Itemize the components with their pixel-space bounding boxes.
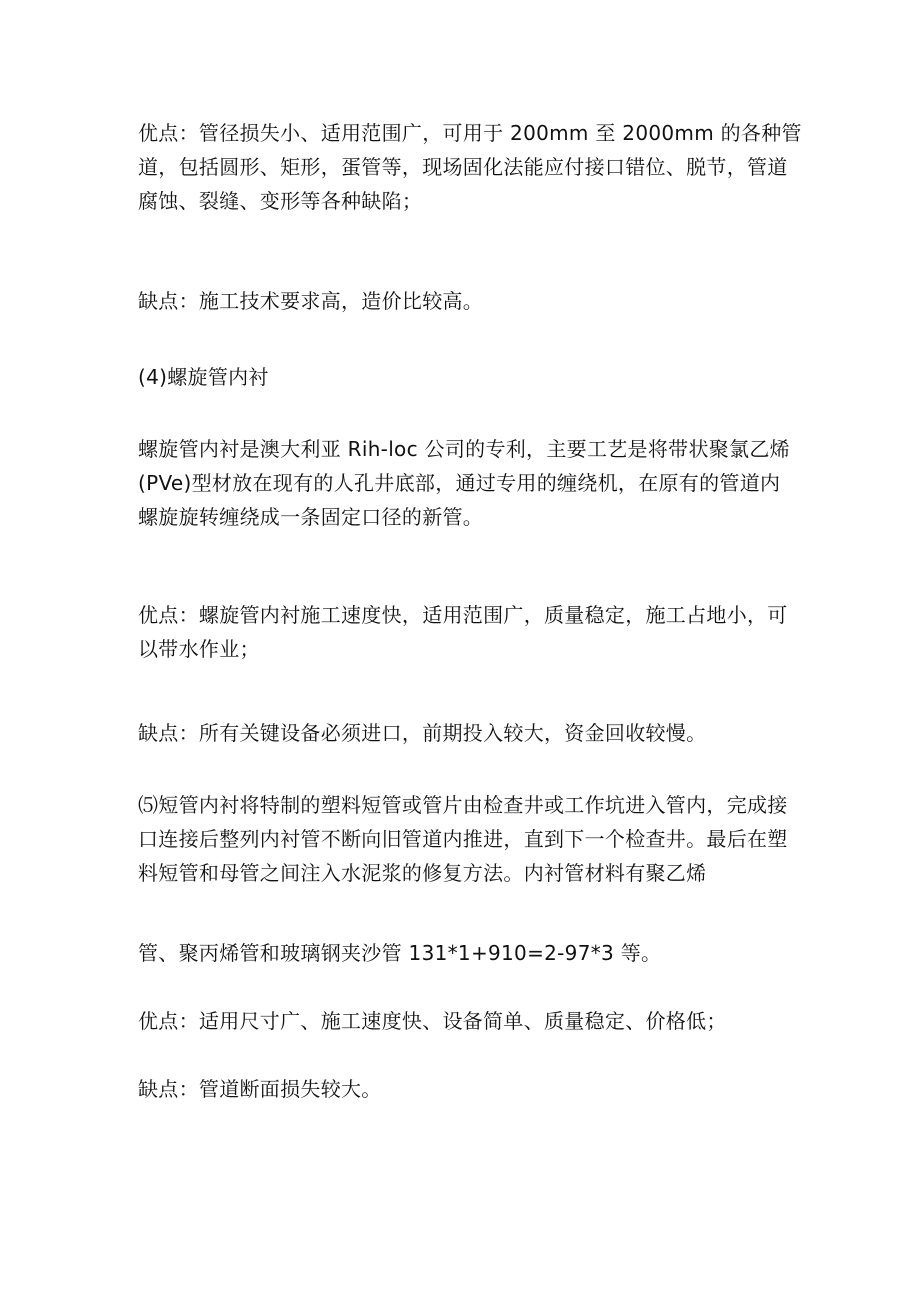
- text-line: 缺点：管道断面损失较大。: [138, 1077, 382, 1101]
- text-line: 优点：适用尺寸广、施工速度快、设备简单、质量稳定、价格低；: [138, 1009, 727, 1033]
- paragraph-short-pipe-disadvantages: [138, 1072, 788, 1106]
- text-line: 腐蚀、裂缝、变形等各种缺陷；: [138, 189, 423, 213]
- text-line: 管、聚丙烯管和玻璃钢夹沙管 131*1+910=2-97*3 等。: [138, 941, 662, 965]
- text-line: (PVe)型材放在现有的人孔井底部，通过专用的缠绕机，在原有的管道内: [138, 471, 781, 495]
- text-line: 缺点：施工技术要求高，造价比较高。: [138, 289, 484, 313]
- paragraph-cipp-advantages: [138, 116, 802, 218]
- text-line: 以带水作业；: [138, 637, 260, 661]
- text-line: 螺旋旋转缠绕成一条固定口径的新管。: [138, 505, 484, 529]
- text-line: 道，包括圆形、矩形，蛋管等，现场固化法能应付接口错位、脱节，管道: [138, 155, 788, 179]
- paragraph-spiral-liner-advantages: [138, 598, 788, 666]
- paragraph-cipp-disadvantages: [138, 284, 788, 318]
- text-line: 螺旋管内衬是澳大利亚 Rih-loc 公司的专利，主要工艺是将带状聚氯乙烯: [138, 437, 790, 461]
- paragraph-spiral-liner-disadvantages: [138, 716, 788, 750]
- text-line: ⑸短管内衬将特制的塑料短管或管片由检查井或工作坑进入管内，完成接: [138, 793, 788, 817]
- text-line: 料短管和母管之间注入水泥浆的修复方法。内衬管材料有聚乙烯: [138, 861, 707, 885]
- text-line: 优点：管径损失小、适用范围广，可用于 200mm 至 2000mm 的各种管: [138, 121, 802, 145]
- paragraph-spiral-liner-description: [138, 432, 788, 534]
- text-line: 缺点：所有关键设备必须进口，前期投入较大，资金回收较慢。: [138, 721, 707, 745]
- text-line: 优点：螺旋管内衬施工速度快，适用范围广，质量稳定，施工占地小，可: [138, 603, 788, 627]
- paragraph-short-pipe-materials: [138, 936, 788, 970]
- paragraph-short-pipe-advantages: [138, 1004, 788, 1038]
- text-line: 口连接后整列内衬管不断向旧管道内推进，直到下一个检查井。最后在塑: [138, 827, 788, 851]
- text-line: (4)螺旋管内衬: [138, 365, 269, 389]
- paragraph-short-pipe-liner: [138, 788, 788, 890]
- section-heading-spiral-liner: [138, 360, 788, 394]
